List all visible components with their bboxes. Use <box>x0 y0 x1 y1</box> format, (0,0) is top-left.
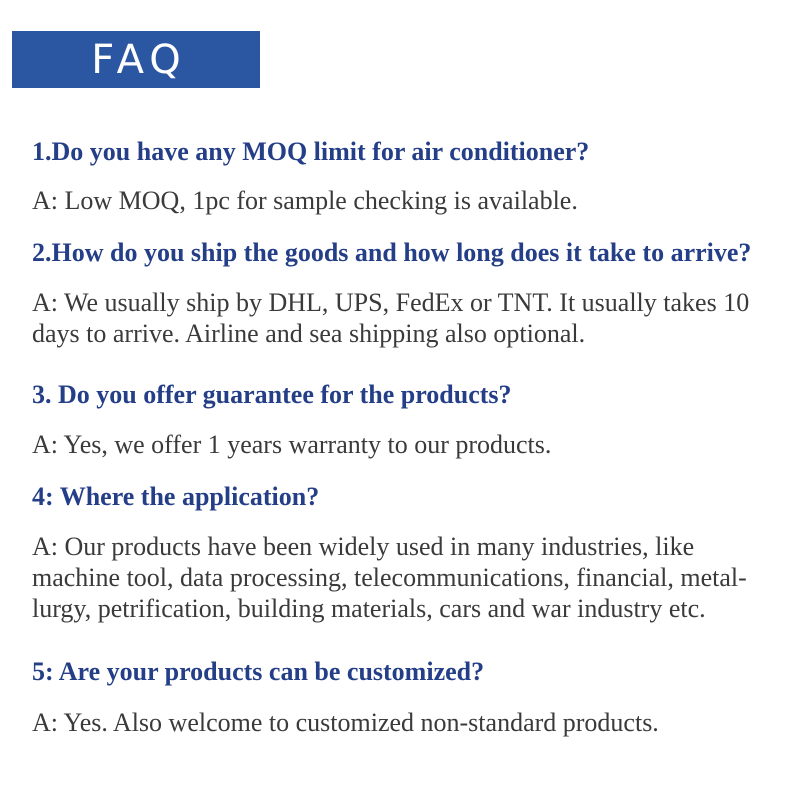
faq-question-1: 1.Do you have any MOQ limit for air conditioner? <box>32 137 590 166</box>
faq-answer-2: A: We usually ship by DHL, UPS, FedEx or TNT. It usually takes 10 days to arrive. Airline and sea shipping also optional. <box>32 288 750 348</box>
faq-answer-5: A: Yes. Also welcome to customized non-standard products. <box>32 708 659 737</box>
faq-question-5: 5: Are your products can be customized? <box>32 657 485 686</box>
faq-question-2: 2.How do you ship the goods and how long does it take to arrive? <box>32 238 752 267</box>
faq-question-4: 4: Where the application? <box>32 482 320 511</box>
faq-answer-4: A: Our products have been widely used in many industries, like machine tool, data processing, telecommunications, financial, metal- lurgy, petrification, building materials, cars and war industry etc. <box>32 532 747 623</box>
faq-banner <box>12 31 260 88</box>
faq-question-3: 3. Do you offer guarantee for the products? <box>32 380 512 409</box>
faq-answer-3: A: Yes, we offer 1 years warranty to our products. <box>32 430 552 459</box>
faq-title: FAQ <box>91 36 187 83</box>
faq-answer-1: A: Low MOQ, 1pc for sample checking is available. <box>32 186 578 215</box>
